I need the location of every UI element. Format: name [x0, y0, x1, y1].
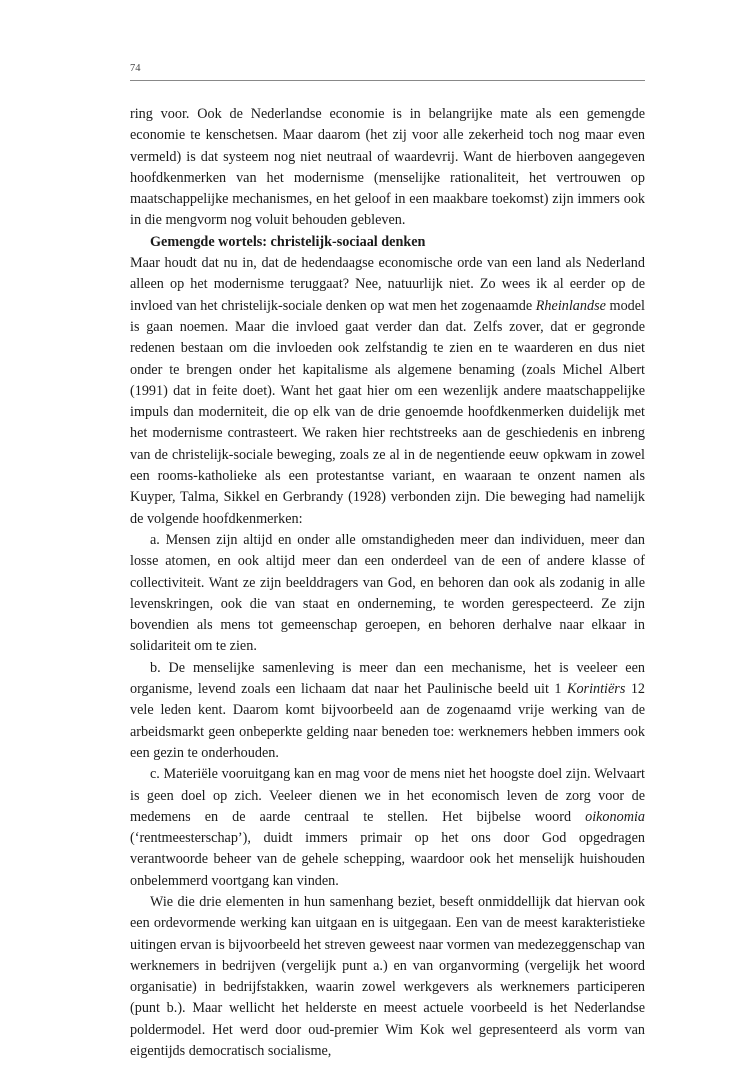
list-item-b-italic: Korintiërs [567, 681, 626, 698]
paragraph-intro: ring voor. Ook de Nederlandse economie is in belangrijke mate als een gemengde economie te kenschetsen. Maar daarom (het zij voor alle zekerheid toch nog maar even vermeld) is dat systeem nog niet neutraal of waardevrij. Want de hierboven aangegeven hoofdkenmerken van het modernisme (menselijke rationaliteit, het vertrouwen op maatschappelijke mechanismes, en het geloof in een maakbare toekomst) zijn immers ook in die mengvorm nog voluit behouden gebleven. [130, 106, 645, 229]
paragraph-final: Wie die drie elementen in hun samenhang beziet, beseft onmiddellijk dat hiervan ook een ordevormende werking kan uitgaan en is uitgegaan. Een van de meest karakteristieke uitingen ervan is bijvoorbeeld het streven geweest naar vormen van medezeggenschap van werknemers in bedrijven (vergelijk punt a.) en van organvorming (vergelijk het woord organisatie) in bedrijfstakken, waarin zowel werkgevers als werknemers participeren (punt b.). Maar wellicht het helderste en meest actuele voorbeeld is het Nederlandse poldermodel. Het werd door oud-premier Wim Kok wel gepresenteerd als vorm van eigentijds democratisch socialisme, [130, 893, 645, 1060]
list-item-b [130, 658, 645, 764]
paragraph-1 [130, 253, 645, 530]
paragraph-1-italic: Rheinlandse [535, 297, 606, 314]
list-item-c-part-b: (‘rentmeesterschap’), duidt immers primair op het ons door God opgedragen verantwoorde beheer van de gehele schepping, waardoor ook het menselijk huishouden onbelemmerd voortgang kan vinden. [130, 830, 645, 889]
list-item-a: a. Mensen zijn altijd en onder alle omstandigheden meer dan individuen, meer dan losse atomen, en ook altijd meer dan een onderdeel van de een of andere klasse of collectiviteit. Want ze zijn beelddragers van God, en behoren dan ook als zodanig in alle levenskringen, ook die van staat en onderneming, te worden gerespecteerd. Ze zijn bovendien als mens tot gemeenschap geroepen, en behoren derhalve naar elkaar in solidariteit om te zien. [130, 531, 645, 655]
list-item-b-part-b: 12 vele leden kent. Daarom komt bijvoorbeeld aan de zogenaamd vrije werking van de arbeidsmarkt geen onbeperkte gelding naar beneden toe: werknemers hebben immers ook een gezin te onderhouden. [130, 681, 646, 761]
list-item-c [130, 764, 645, 892]
list-item-c-italic: oikonomia [585, 808, 645, 825]
list-item-c-part-a: c. Materiële vooruitgang kan en mag voor de mens niet het hoogste doel zijn. Welvaart is geen doel op zich. Veeleer dienen we in het economisch leven de zorg voor de medemens en de aarde centraal te stellen. Het bijbelse woord [130, 766, 645, 825]
page-number: 74 [130, 63, 141, 74]
paragraph-1-part-a: Maar houdt dat nu in, dat de hedendaagse economische orde van een land als Nederland alleen op het modernisme teruggaat? Nee, natuurlijk niet. Zo wees ik al eerder op de invloed van het christelijk-sociale denken op wat men het zogenaamde [130, 255, 645, 314]
list-item-b-part-a: b. De menselijke samenleving is meer dan een mechanisme, het is veeleer een organisme, levend zoals een lichaam dat naar het Paulinische beeld uit 1 [130, 659, 645, 698]
paragraph-1-part-b: model is gaan noemen. Maar die invloed gaat verder dan dat. Zelfs zover, dat er gegronde redenen bestaan om die invloeden ook zelfstandig te zien en te waarderen en dus niet onder te brengen onder het kapitalisme als algemene benaming (zoals Michel Albert (1991) dat in feite doet). Want het gaat hier om een wezenlijk andere maatschappelijke impuls dan moderniteit, die op elk van de drie genoemde hoofdkenmerken duidelijk met het modernisme contrasteert. We raken hier rechtstreeks aan de geschiedenis en inbreng van de christelijk-sociale beweging, zoals ze al in de negentiende eeuw opkwam in zowel een rooms-katholieke als een protestantse variant, en waaraan te onzent namen als Kuyper, Talma, Sikkel en Gerbrandy (1928) verbonden zijn. Die beweging had namelijk de volgende hoofdkenmerken: [130, 297, 645, 527]
body-text [130, 104, 645, 1062]
section-heading: Gemengde wortels: christelijk-sociaal denken [150, 233, 426, 250]
header-rule [130, 80, 645, 81]
